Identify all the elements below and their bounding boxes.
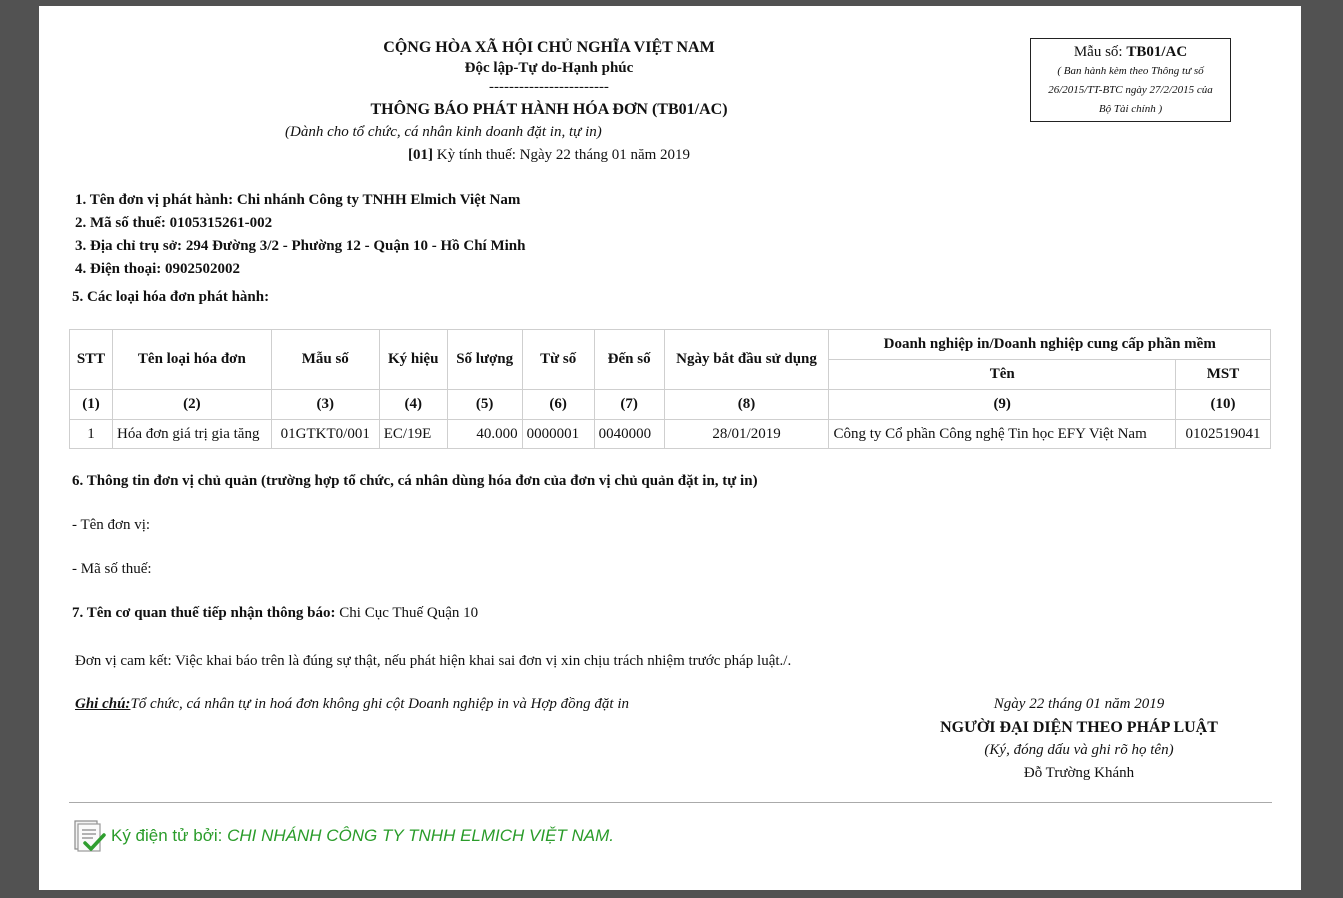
tax-authority-value: Chi Cục Thuế Quận 10: [339, 605, 479, 621]
cell-invoice-name: Hóa đơn giá trị gia tăng: [112, 420, 271, 449]
cell-from-number: 0000001: [522, 420, 594, 449]
note-text: Tổ chức, cá nhân tự in hoá đơn không ghi cột Doanh nghiệp in và Hợp đồng đặt in: [130, 696, 630, 712]
footer-divider: [69, 802, 1272, 803]
tax-authority-label: 7. Tên cơ quan thuế tiếp nhận thông báo:: [72, 605, 336, 621]
issuer-tax-value: 0105315261-002: [169, 215, 273, 231]
cell-stt: 1: [70, 420, 113, 449]
issuer-address-label: 3. Địa chỉ trụ sở:: [75, 238, 183, 254]
index-cell: (8): [664, 390, 829, 420]
index-cell: (10): [1175, 390, 1270, 420]
period-code: [01]: [408, 147, 433, 163]
issuer-phone-label: 4. Điện thoại:: [75, 261, 162, 277]
cell-quantity: 40.000: [447, 420, 522, 449]
issuer-tax-code: [75, 215, 272, 232]
issuer-address: [75, 238, 525, 255]
commitment-text: Đơn vị cam kết: Việc khai báo trên là đúng sự thật, nếu phát hiện khai sai đơn vị xin chịu trách nhiệm trước pháp luật./.: [75, 653, 792, 669]
parent-unit-heading: 6. Thông tin đơn vị chủ quản (trường hợp tổ chức, cá nhân dùng hóa đơn của đơn vị chủ quản đặt in, tự in): [72, 473, 758, 489]
form-code-line: [1031, 44, 1230, 61]
index-cell: (9): [829, 390, 1175, 420]
issuer-phone: [75, 261, 240, 278]
index-cell: (5): [447, 390, 522, 420]
document-page: [39, 6, 1301, 890]
col-header-to: Đến số: [594, 330, 664, 390]
motto: Độc lập-Tự do-Hạnh phúc: [464, 60, 634, 76]
issuer-tax-label: 2. Mã số thuế:: [75, 215, 166, 231]
form-code-box: [1030, 38, 1231, 122]
index-cell: (2): [112, 390, 271, 420]
signer-name: Đỗ Trường Khánh: [1023, 765, 1135, 781]
issuer-phone-value: 0902502002: [165, 261, 240, 277]
e-signature-label: Ký điện tử bởi:: [111, 826, 223, 845]
invoice-table: [69, 329, 1271, 449]
form-note-line-3: Bộ Tài chính ): [1098, 103, 1163, 115]
national-title: CỘNG HÒA XÃ HỘI CHỦ NGHĨA VIỆT NAM: [383, 39, 715, 56]
note: [75, 696, 629, 713]
cell-to-number: 0040000: [594, 420, 664, 449]
period-text: Kỳ tính thuế: Ngày 22 tháng 01 năm 2019: [436, 147, 691, 163]
table-header-row: [70, 330, 1271, 360]
issuer-name: [75, 192, 520, 209]
issuer-name-value: Chi nhánh Công ty TNHH Elmich Việt Nam: [236, 192, 521, 208]
invoice-types-heading: 5. Các loại hóa đơn phát hành:: [72, 289, 270, 305]
index-cell: (3): [271, 390, 379, 420]
issuer-address-value: 294 Đường 3/2 - Phường 12 - Quận 10 - Hồ Chí Minh: [185, 238, 526, 254]
signature-instruction: (Ký, đóng dấu và ghi rõ họ tên): [984, 742, 1174, 758]
col-header-provider-name: Tên: [829, 360, 1175, 390]
document-title: THÔNG BÁO PHÁT HÀNH HÓA ĐƠN (TB01/AC): [370, 101, 728, 118]
form-code-label: Mẫu số:: [1073, 44, 1123, 60]
index-cell: (7): [594, 390, 664, 420]
col-header-stt: STT: [70, 330, 113, 390]
signature-role: NGƯỜI ĐẠI DIỆN THEO PHÁP LUẬT: [940, 719, 1218, 736]
col-header-provider-tax: MST: [1175, 360, 1270, 390]
form-code-note: [1031, 62, 1230, 119]
col-header-name: Tên loại hóa đơn: [112, 330, 271, 390]
col-header-quantity: Số lượng: [447, 330, 522, 390]
cell-start-date: 28/01/2019: [664, 420, 829, 449]
tax-period: [408, 147, 690, 164]
index-cell: (4): [379, 390, 447, 420]
e-signature: [111, 826, 614, 846]
cell-template: 01GTKT0/001: [271, 420, 379, 449]
col-header-template: Mẫu số: [271, 330, 379, 390]
table-row: [70, 420, 1271, 449]
cell-provider-name: Công ty Cổ phần Công nghệ Tin học EFY Việt Nam: [829, 420, 1175, 449]
signature-date: Ngày 22 tháng 01 năm 2019: [993, 696, 1165, 712]
index-cell: (6): [522, 390, 594, 420]
parent-unit-tax-label: - Mã số thuế:: [72, 561, 152, 577]
parent-unit-name-label: - Tên đơn vị:: [72, 517, 151, 533]
header-separator: ------------------------: [489, 79, 609, 95]
issuer-name-label: 1. Tên đơn vị phát hành:: [75, 192, 234, 208]
col-header-start-date: Ngày bắt đầu sử dụng: [664, 330, 829, 390]
note-label: Ghi chú:: [75, 696, 131, 712]
signed-document-icon: [73, 819, 107, 853]
document-subtitle: (Dành cho tổ chức, cá nhân kinh doanh đặt in, tự in): [285, 124, 602, 140]
col-header-provider: Doanh nghiệp in/Doanh nghiệp cung cấp phần mềm: [829, 330, 1271, 360]
col-header-symbol: Ký hiệu: [379, 330, 447, 390]
table-index-row: [70, 390, 1271, 420]
col-header-from: Từ số: [522, 330, 594, 390]
index-cell: (1): [70, 390, 113, 420]
form-code: TB01/AC: [1126, 44, 1188, 60]
e-signature-signer: CHI NHÁNH CÔNG TY TNHH ELMICH VIỆT NAM.: [227, 826, 615, 845]
form-note-line-2: 26/2015/TT-BTC ngày 27/2/2015 của: [1048, 84, 1213, 96]
cell-provider-tax: 0102519041: [1175, 420, 1270, 449]
cell-symbol: EC/19E: [379, 420, 447, 449]
form-note-line-1: ( Ban hành kèm theo Thông tư số: [1057, 65, 1204, 77]
tax-authority: [72, 605, 478, 622]
